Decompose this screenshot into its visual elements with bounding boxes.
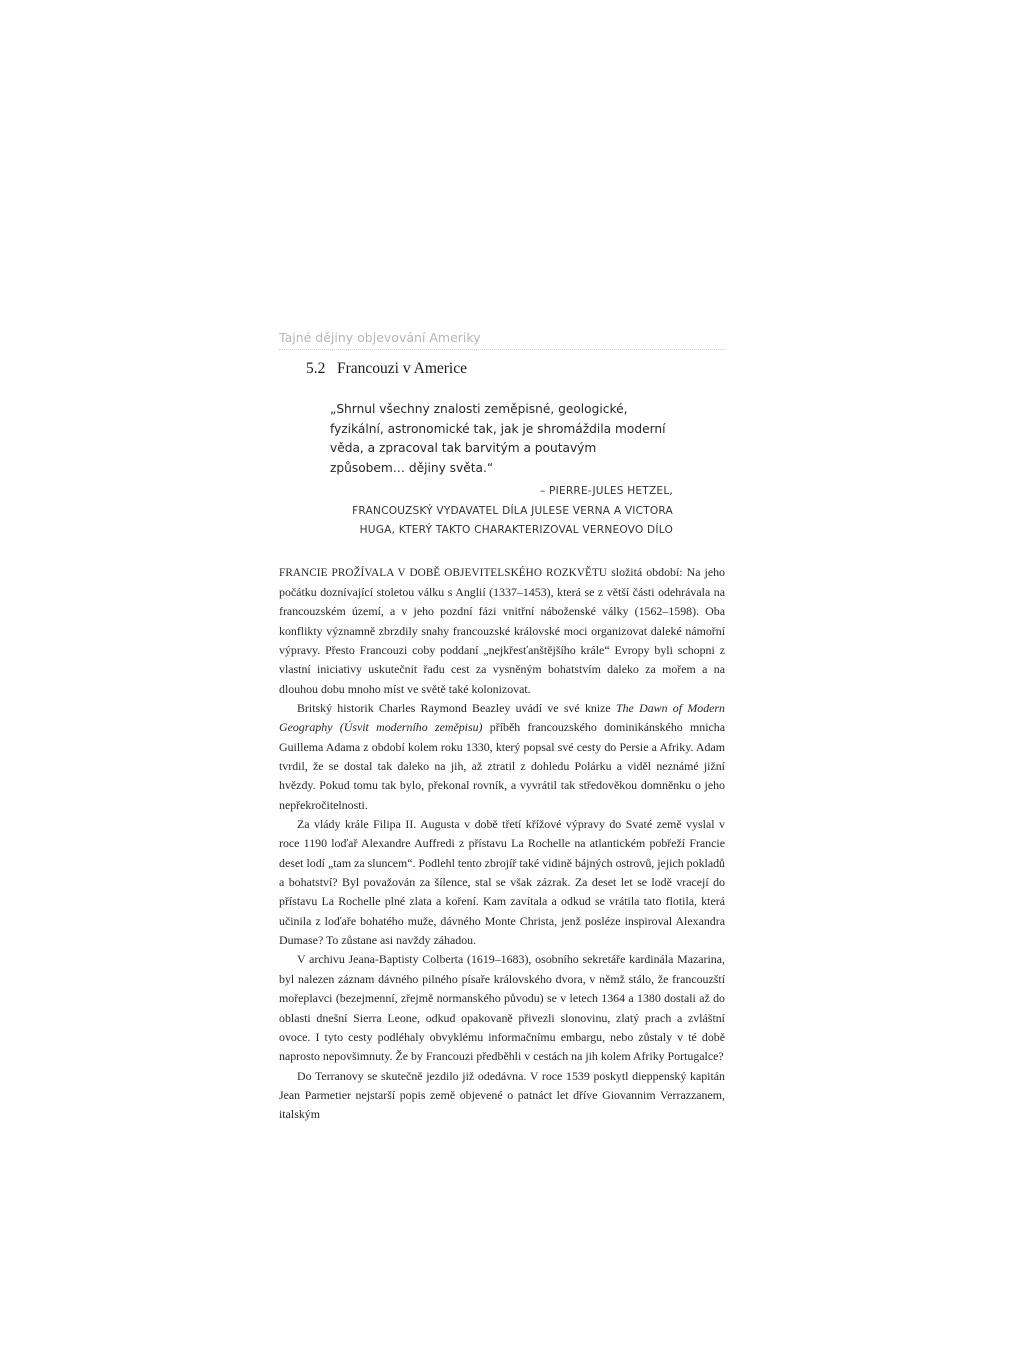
paragraph <box>279 563 725 699</box>
paragraph: Do Terranovy se skutečně jezdilo již odedávna. V roce 1539 poskytl dieppenský kapitán Jean Parmetier nejstarší popis země objevené o patnáct let dříve Giovannim Verrazzanem, italským <box>279 1068 725 1122</box>
paragraph: Za vlády krále Filipa II. Augusta v době třetí křížové výpravy do Svaté země vyslal v roce 1190 loďař Alexandre Auffredi z přístavu La Rochelle na atlantickém pobřeží Francie deset lodí „tam za sluncem“. Podlehl tento zbrojíř také vidině bájných ostrovů, jejich pokladů a bohatství? Byl považován za šílence, stal se však zázrak. Za deset let se lodě vracejí do přístavu La Rochelle plné zlata a koření. Kam zavítala a odkud se vrátila tato flotila, která učinila z loďaře bohatého muže, dávného Monte Christa, jenž posléze inspiroval Alexandra Dumase? To zůstane asi navždy záhadou. <box>279 817 725 948</box>
book-page <box>279 330 725 1125</box>
attribution-line: HUGA, KTERÝ TAKTO CHARAKTERIZOVAL VERNEOVO DÍLO <box>359 524 673 537</box>
paragraph-lead: FRANCIE PROŽÍVALA V DOBĚ OBJEVITELSKÉHO ROZKVĚTU <box>279 566 608 579</box>
paragraph-text: Britský historik Charles Raymond Beazley uvádí ve své knize <box>297 701 616 715</box>
attribution-line: – PIERRE-JULES HETZEL, <box>539 485 673 498</box>
section-title: Francouzi v Americe <box>337 360 467 377</box>
epigraph-attribution <box>330 482 673 540</box>
paragraph <box>279 699 725 815</box>
paragraph-text: složitá období: Na jeho počátku doznívající stoletou válku s Anglií (1337–1453), která se z větší části odehrávala na francouzském území, a v jeho pozdní fázi vnitřní náboženské války (1562–1598). Oba konflikty významně zbrzdily snahy francouzské královské moci organizovat daleké námořní výpravy. Přesto Francouzi coby poddaní „nejkřesťanštějšího krále“ Evropy byli schopni z vlastní iniciativy uskutečnit řadu cest za vysněným bohatstvím daleko za mořem a na dlouhou dobu mnoho míst ve světě také kolonizovat. <box>279 564 725 696</box>
section-number: 5.2 <box>306 360 326 377</box>
book-title: The Dawn of Modern Geography (Úsvit moderního zeměpisu) <box>279 701 725 735</box>
paragraph-text: příběh francouzského dominikánského mnicha Guillema Adama z období kolem roku 1330, který popsal své cesty do Persie a Afriky. Adam tvrdil, že se dostal tak daleko na jih, až ztratil z dohledu Polárku a viděl neznámé jižní hvězdy. Pokud tomu tak bylo, překonal rovník, a vyvrátil tak středověkou domněnku o jeho nepřekročitelnosti. <box>279 720 725 812</box>
body-text <box>279 563 725 1125</box>
running-head: Tajné dějiny objevování Ameriky <box>279 330 725 350</box>
section-heading <box>306 360 725 378</box>
paragraph: V archivu Jeana-Baptisty Colberta (1619–1683), osobního sekretáře kardinála Mazarina, byl nalezen záznam dávného pilného písaře královského dvora, v němž stálo, že francouzští mořeplavci (bezejmenní, zřejmě normanského původu) se v letech 1364 a 1380 dostali až do oblasti dnešní Sierra Leone, odkud opakovaně přivezli slonovinu, zlatý prach a zvláštní ovoce. I tyto cesty podléhaly obvyklému informačnímu embargu, nebo zůstaly v té době naprosto nepovšimnuty. Že by Francouzi předběhli v cestách na jih kolem Afriky Portugalce? <box>279 952 725 1064</box>
epigraph-quote: „Shrnul všechny znalosti zeměpisné, geologické, fyzikální, astronomické tak, jak je shromáždila moderní věda, a zpracoval tak barvitým a poutavým způsobem… dějiny světa.“ <box>330 402 666 475</box>
attribution-line: FRANCOUZSKÝ VYDAVATEL DÍLA JULESE VERNA A VICTORA <box>352 504 673 517</box>
